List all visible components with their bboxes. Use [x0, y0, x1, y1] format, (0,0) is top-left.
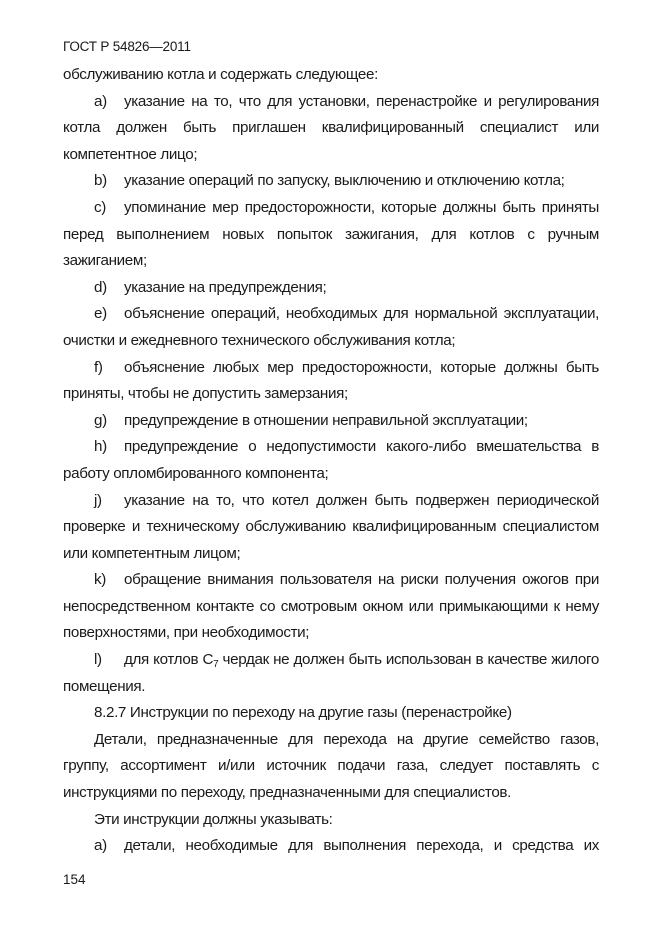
list-item-g: [63, 408, 599, 435]
list-item-text: указание операций по запуску, выключению и отключению котла;: [124, 172, 565, 190]
list-item-label: a): [94, 837, 107, 855]
list-item-label: e): [94, 305, 107, 323]
paragraph: Детали, предназначенные для перехода на другие семейство газов, группу, ассортимент и/или источник подачи газа, следует поставлять с инструкциями по переходу, предназначенными для специалистов.: [63, 730, 599, 802]
document-body: [63, 62, 599, 860]
list-item-c: [63, 195, 599, 275]
list-item-label: k): [94, 571, 106, 589]
list-item-label: c): [94, 198, 106, 216]
list-item-label: j): [94, 491, 102, 509]
list-item-label: h): [94, 438, 107, 456]
list-item-b: [63, 168, 599, 195]
list-item-label: f): [94, 358, 103, 376]
list-item-k: [63, 567, 599, 647]
section-title: Инструкции по переходу на другие газы (перенастройке): [129, 704, 512, 722]
list-item-text: предупреждение о недопустимости какого-либо вмешательства в работу опломбированного компонента;: [63, 438, 599, 482]
list-item-f: [63, 355, 599, 408]
list-item-text: детали, необходимые для выполнения перехода, и средства их: [124, 837, 599, 855]
list-item-text: объяснение любых мер предосторожности, которые должны быть приняты, чтобы не допустить замерзания;: [63, 358, 599, 403]
list-item-text: указание на то, что для установки, перенастройке и регулирования котла должен быть приглашен квалифицированный специалист или компетентное лицо;: [63, 92, 599, 163]
list-item-label: b): [94, 172, 107, 190]
list-item-text: предупреждение в отношении неправильной эксплуатации;: [124, 411, 528, 429]
section-number: 8.2.7: [94, 704, 127, 722]
document-header: ГОСТ Р 54826—2011: [63, 39, 191, 54]
list-item-j: [63, 488, 599, 568]
list-item-label: d): [94, 278, 107, 296]
subscript: 7: [213, 659, 219, 671]
list-item-text-before: для котлов С: [124, 651, 214, 669]
section-heading: [63, 700, 599, 727]
list-item-e: [63, 301, 599, 354]
list-item-text: упоминание мер предосторожности, которые должны быть приняты перед выполнением новых попыток зажигания, для котлов с ручным зажиганием;: [63, 198, 599, 270]
list-item-a: [63, 89, 599, 169]
list-item-h: [63, 434, 599, 487]
list-item-label: l): [94, 651, 102, 669]
list-item-text: объяснение операций, необходимых для нормальной эксплуатации, очистки и ежедневного технического обслуживания котла;: [63, 305, 599, 349]
page-number: 154: [63, 872, 86, 887]
list-item-text: указание на предупреждения;: [124, 278, 327, 296]
paragraph: Эти инструкции должны указывать:: [94, 810, 333, 828]
list-item-text: указание на то, что котел должен быть подвержен периодической проверке и техническому обслуживанию квалифицированным специалистом или компетентным лицом;: [63, 491, 599, 562]
list-item-text: обращение внимания пользователя на риски получения ожогов при непосредственном контакте со смотровым окном или примыкающими к нему поверхностями, при необходимости;: [63, 571, 599, 642]
intro-line: обслуживанию котла и содержать следующее:: [63, 66, 378, 83]
list-item-text-after: чердак не должен быть использован в качестве жилого помещения.: [63, 651, 599, 695]
list-item-l: [63, 647, 599, 700]
list-item-label: a): [94, 92, 107, 110]
list-item-label: g): [94, 411, 107, 429]
list-item-d: [63, 275, 599, 302]
list-item-a-continued: [63, 833, 599, 860]
